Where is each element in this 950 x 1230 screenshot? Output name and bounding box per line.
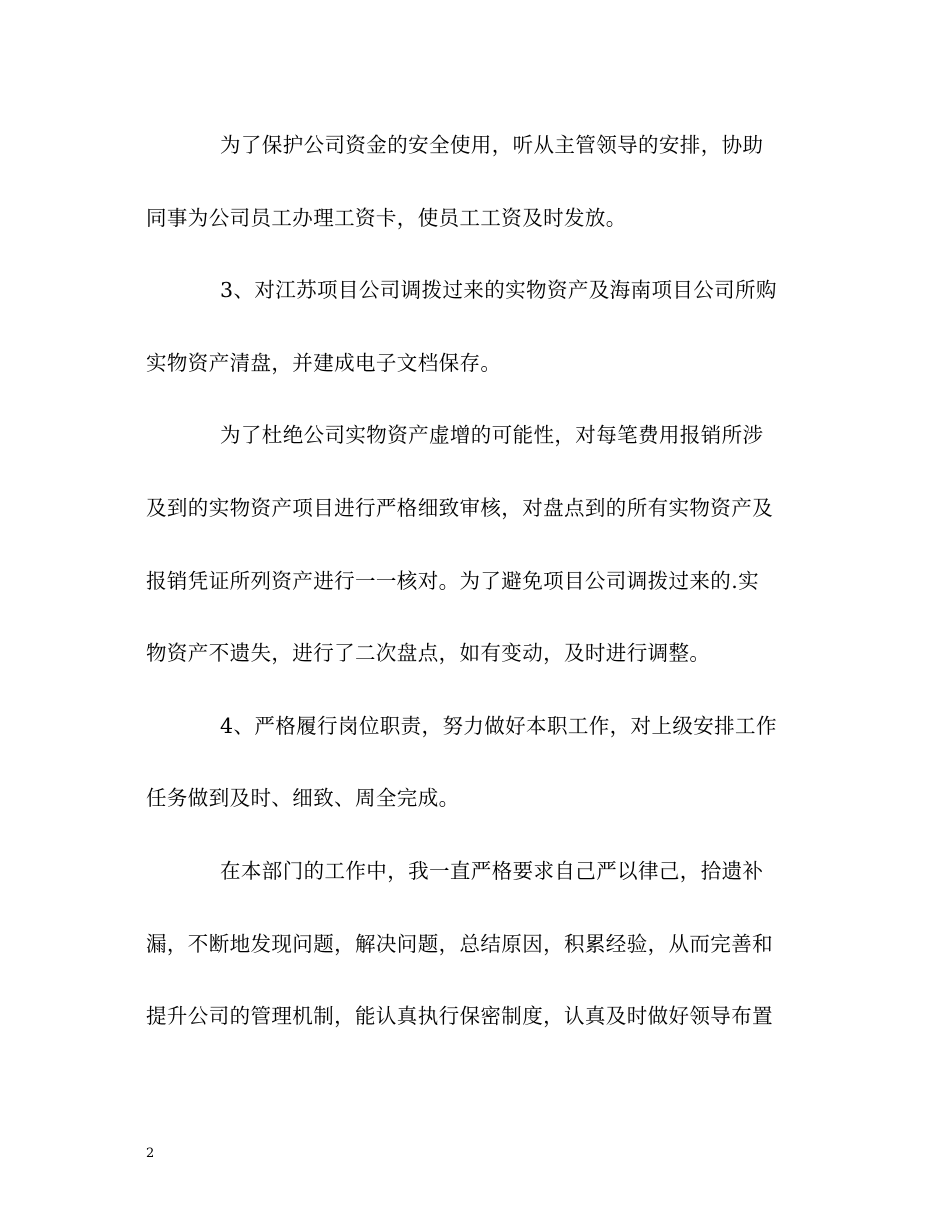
text-line: 为了杜绝公司实物资产虚增的可能性，对每笔费用报销所涉 [220,423,764,448]
text-line: 提升公司的管理机制，能认真执行保密制度，认真及时做好领导布置 [146,1004,773,1029]
text-line: 同事为公司员工办理工资卡，使员工工资及时发放。 [146,205,627,230]
text-line: 4、严格履行岗位职责，努力做好本职工作，对上级安排工作 [220,713,777,738]
page-number: 2 [146,1146,155,1161]
body-text [146,118,806,1062]
text-line: 任务做到及时、细致、周全完成。 [146,786,460,811]
text-line: 为了保护公司资金的安全使用，听从主管领导的安排，协助 [220,133,764,157]
text-line: 物资产不遗失，进行了二次盘点，如有变动，及时进行调整。 [146,641,711,666]
text-line: 在本部门的工作中，我一直严格要求自己严以律己，拾遗补 [220,858,764,883]
text-line: 实物资产清盘，并建成电子文档保存。 [146,350,502,375]
text-line: 报销凭证所列资产进行一一核对。为了避免项目公司调拨过来的.实 [146,568,760,593]
text-line: 漏，不断地发现问题，解决问题，总结原因，积累经验，从而完善和 [146,931,773,956]
text-line: 及到的实物资产项目进行严格细致审核，对盘点到的所有实物资产及 [146,495,773,520]
text-line: 3、对江苏项目公司调拨过来的实物资产及海南项目公司所购 [220,278,777,303]
